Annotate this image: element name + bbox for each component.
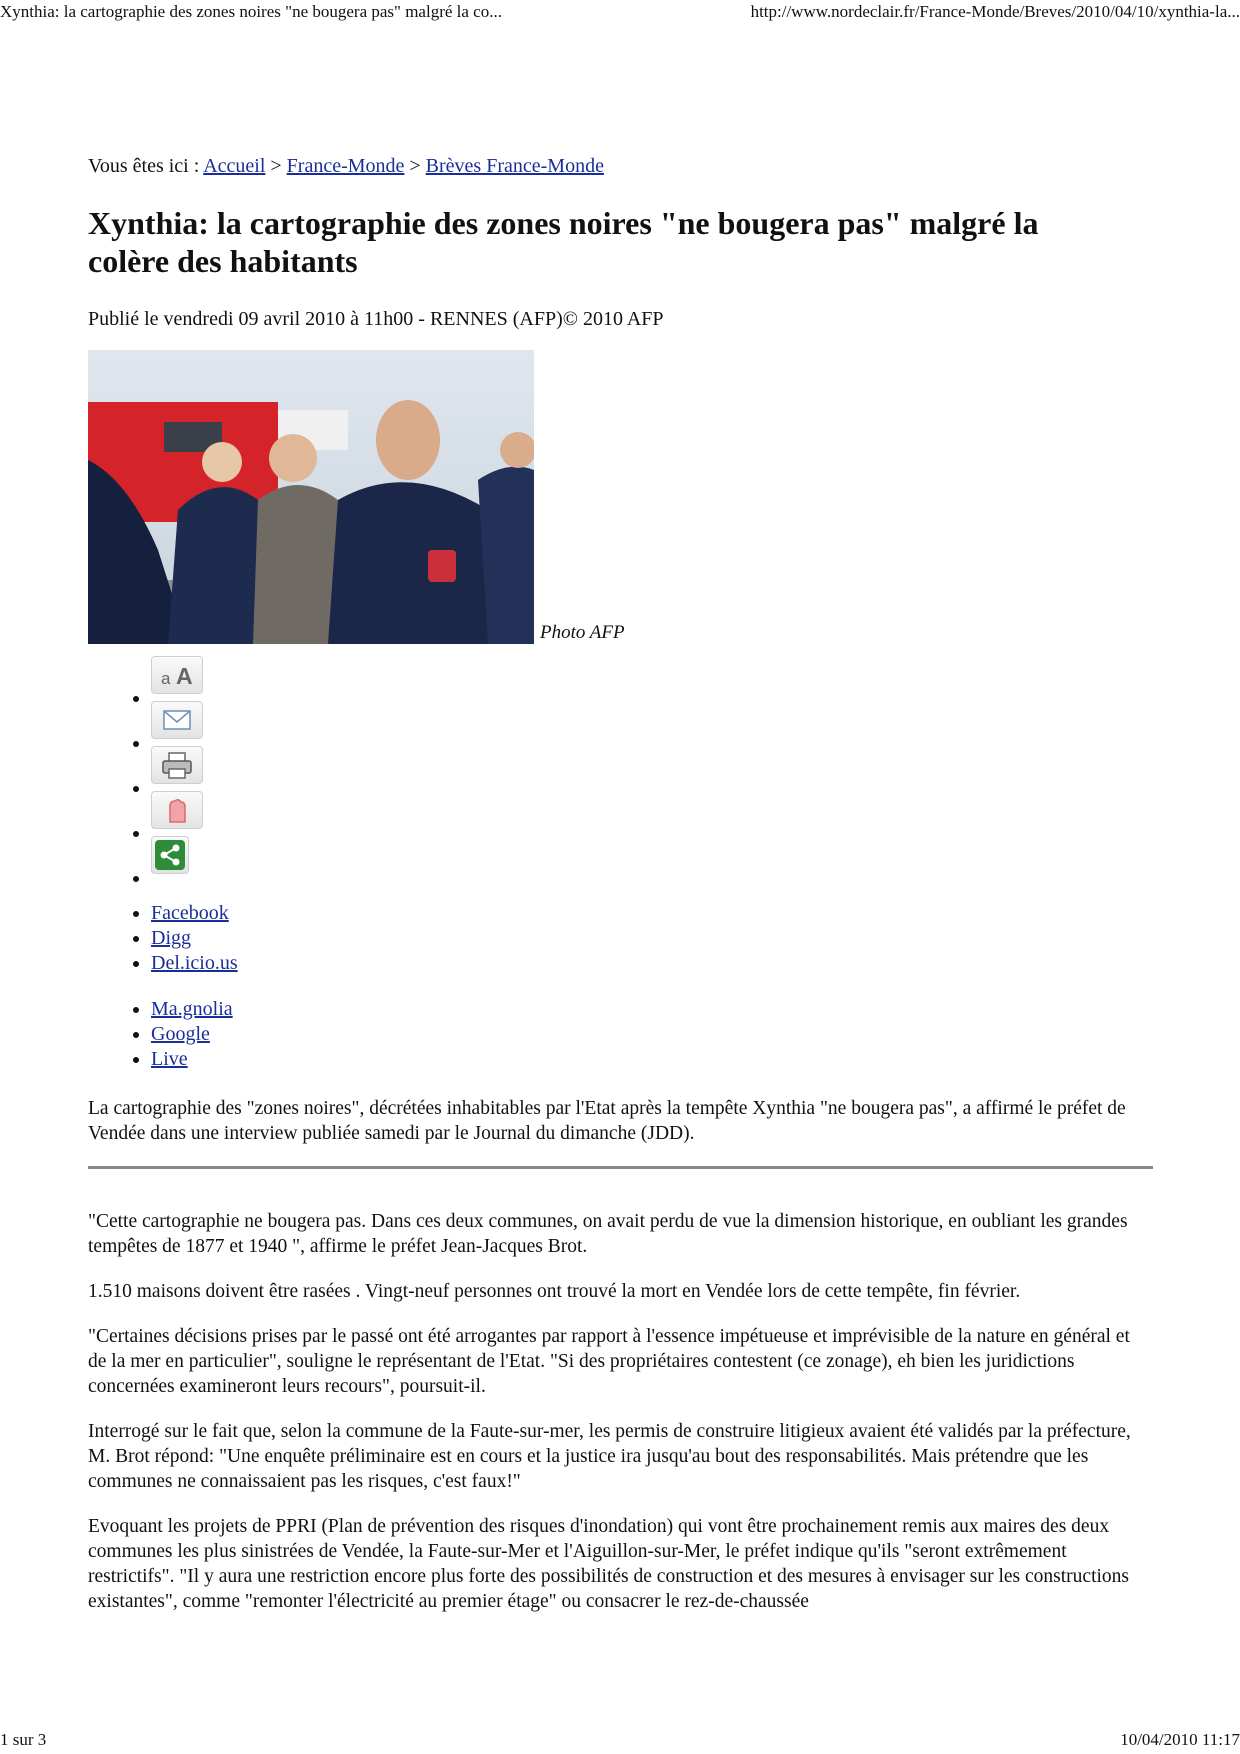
page-number: 1 sur 3 [0,1730,47,1749]
article-lead: La cartographie des "zones noires", décrétées inhabitables par l'Etat après la tempête Xynthia "ne bougera pas", a affirmé le préfet de Vendée dans une interview publiée samedi par le Journal du dimanche (JDD). [88,1098,1126,1144]
share-link-item [151,1022,1153,1047]
article-title: Xynthia: la cartographie des zones noires "ne bougera pas" malgré la colère des habitants [88,205,1039,279]
article-paragraph: Interrogé sur le fait que, selon la commune de la Faute-sur-mer, les permis de construire litigieux avaient été validés par la préfecture, M. Brot répond: "Une enquête préliminaire est en cours et la justice ira jusqu'au bout des responsabilités. Mais prétendre que les communes ne connaissaient pas les risques, c'est faux!" [88,1421,1131,1492]
breadcrumb-accueil[interactable]: Accueil [203,155,266,177]
share-delicious-link[interactable]: Del.icio.us [151,952,238,974]
article-content [88,155,1153,1634]
article-paragraph: 1.510 maisons doivent être rasées . Vingt-neuf personnes ont trouvé la mort en Vendée lors de cette tempête, fin février. [88,1281,1021,1302]
share-google-link[interactable]: Google [151,1023,210,1045]
text-size-large-label: A [176,663,193,689]
email-icon [152,702,202,738]
article-paragraph: "Certaines décisions prises par le passé ont été arrogantes par rapport à l'essence impétueuse et imprévisible de la nature en général et de la mer en particulier", souligne le représentant de l'Etat. "Si des propriétaires contestent (ce zonage), eh bien les juridictions concernées examineront leurs recours", poursuit-il. [88,1326,1130,1397]
print-button[interactable] [151,746,203,784]
tool-item [151,801,1153,846]
photo-caption: Photo AFP [540,622,625,643]
text-size-button[interactable] [151,656,203,694]
breadcrumb-separator: > [404,155,426,177]
share-link-item [151,1047,1153,1072]
share-icon [152,837,188,873]
email-button[interactable] [151,701,203,739]
print-page-url: http://www.nordeclair.fr/France-Monde/Breves/2010/04/10/xynthia-la... [750,2,1240,21]
article-paragraph: Evoquant les projets de PPRI (Plan de prévention des risques d'inondation) qui vont être prochainement remis aux maires des deux communes les plus sinistrées de Vendée, la Faute-sur-Mer et l'Aiguillon-sur-Mer, le préfet indique qu'ils "seront extrêmement restrictifs". "Il y aura une restriction encore plus forte des possibilités de construction et des mesures à envisager sur les constructions existantes", comme "remonter l'électricité au premier étage" ou consacrer le rez-de-chaussée [88,1516,1130,1612]
share-digg-link[interactable]: Digg [151,927,191,949]
share-button[interactable] [151,836,189,874]
article-photo [88,350,534,644]
bookmark-icon [152,792,202,828]
share-links-group-2 [88,997,1153,1072]
print-datetime: 10/04/2010 11:17 [1120,1730,1240,1749]
share-link-item [151,901,1153,926]
article-paragraph: "Cette cartographie ne bougera pas. Dans ces deux communes, on avait perdu de vue la dimension historique, en oubliant les grandes tempêtes de 1877 et 1940 ", affirme le préfet Jean-Jacques Brot. [88,1211,1128,1257]
share-link-item [151,951,1153,976]
tool-item [151,711,1153,756]
photo-block [88,350,1153,644]
print-page-title: Xynthia: la cartographie des zones noires "ne bougera pas" malgré la co... [0,2,502,21]
text-size-icon [161,663,193,690]
breadcrumb-separator: > [265,155,287,177]
tool-item [151,846,1153,891]
breadcrumb-france-monde[interactable]: France-Monde [286,155,405,177]
print-header [0,2,1240,24]
tool-item [151,756,1153,801]
publication-info: Publié le vendredi 09 avril 2010 à 11h00 - RENNES (AFP)© 2010 AFP [88,308,664,330]
breadcrumb-prefix: Vous êtes ici : [88,155,204,177]
text-size-small-label: a [161,669,171,688]
tool-item [151,663,1153,711]
share-link-item [151,926,1153,951]
article-divider [88,1166,1153,1169]
breadcrumb [88,155,1153,178]
breadcrumb-breves[interactable]: Brèves France-Monde [425,155,604,177]
share-facebook-link[interactable]: Facebook [151,902,229,924]
bookmark-button[interactable] [151,791,203,829]
share-live-link[interactable]: Live [151,1048,188,1070]
share-links-group-1 [88,901,1153,976]
share-link-item [151,997,1153,1022]
print-icon [152,747,202,783]
share-magnolia-link[interactable]: Ma.gnolia [151,998,233,1020]
article-tools [88,663,1153,891]
